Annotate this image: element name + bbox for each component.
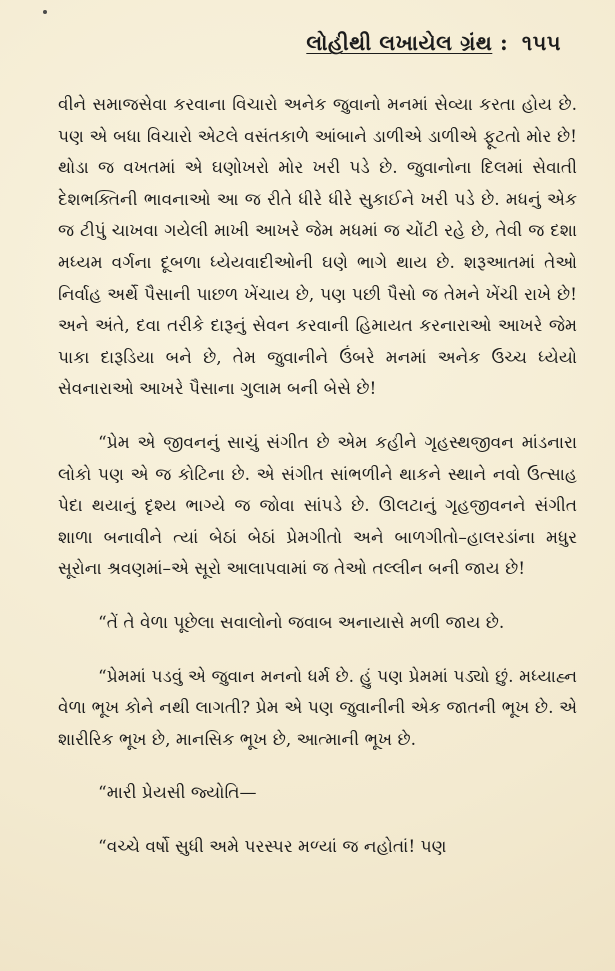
paragraph-3: “તેં તે વેળા પૂછેલા સવાલોનો જવાબ અનાયાસે મળી જાય છે. xyxy=(98,612,505,633)
paragraph-1: વીને સમાજસેવા કરવાના વિચારો અનેક જુવાનો મનમાં સેવ્યા કરતા હોય છે. પણ એ બધા વિચારો એટલે વસંતકાળે આંબાને ડાળીએ ડાળીએ ફૂટતો મોર છે! થોડા જ વખતમાં એ ઘણોખરો મોર ખરી પડે છે. જુવાનોના દિલમાં સેવાતી દેશભક્તિની ભાવનાઓ આ જ રીતે ધીરે ધીરે સુકાઈને ખરી પડે છે. મધનું એક જ ટીપું ચાખવા ગયેલી માખી આખરે જેમ મધમાં જ ચોંટી રહે છે, તેવી જ દશા મધ્યમ વર્ગના દૂબળા ધ્યેયવાદીઓની ઘણે ભાગે થાય છે. શરૂઆતમાં તેઓ નિર્વાહ અર્થે પૈસાની પાછળ ખેંચાય છે, પણ પછી પૈસો જ તેમને ખેંચી રાખે છે! અને અંતે, દવા તરીકે દારૂનું સેવન કરવાની હિમાયત કરનારાઓ આખરે જેમ પાકા દારૂડિયા બને છે, તેમ જુવાનીને ઉંબરે મનમાં અનેક ઉચ્ચ ધ્યેયો સેવનારાઓ આખરે પૈસાના ગુલામ બની બેસે છે! xyxy=(58,95,577,400)
body-text xyxy=(58,90,577,863)
running-header xyxy=(306,30,561,56)
paragraph-2: “પ્રેમ એ જીવનનું સાચું સંગીત છે એમ કહીને ગૃહસ્થજીવન માંડનારા લોકો પણ એ જ કોટિના છે. એ સંગીત સાંભળીને થાકને સ્થાને નવો ઉત્સાહ પેદા થયાનું દૃશ્ય ભાગ્યે જ જોવા સાંપડે છે. ઊલટાનું ગૃહજીવનને સંગીત શાળા બનાવીને ત્યાં બેઠાં બેઠાં પ્રેમગીતો અને બાળગીતો–હાલરડાંના મધુર સૂરોના શ્રવણમાં–એ સૂરો આલાપવામાં જ તેઓ તલ્લીન બની જાય છે! xyxy=(58,432,577,580)
header-separator: : xyxy=(500,30,509,55)
book-title: લોહીથી લખાયેલ ગ્રંથ xyxy=(306,30,493,55)
paragraph-6: “વચ્ચે વર્ષો સુધી અમે પરસ્પર મળ્યાં જ નહોતાં! પણ xyxy=(98,836,447,857)
paragraph-4: “પ્રેમમાં પડવું એ જુવાન મનનો ધર્મ છે. હું પણ પ્રેમમાં પડ્યો છું. મધ્યાહ્ન વેળા ભૂખ કોને નથી લાગતી? પ્રેમ એ પણ જુવાનીની એક જાતની ભૂખ છે. એ શારીરિક ભૂખ છે, માનસિક ભૂખ છે, આત્માની ભૂખ છે. xyxy=(58,666,577,750)
paragraph-5: “મારી પ્રેયસી જ્યોતિ— xyxy=(98,783,257,804)
page-number: ૧૫૫ xyxy=(521,30,561,55)
print-speck xyxy=(43,10,47,14)
